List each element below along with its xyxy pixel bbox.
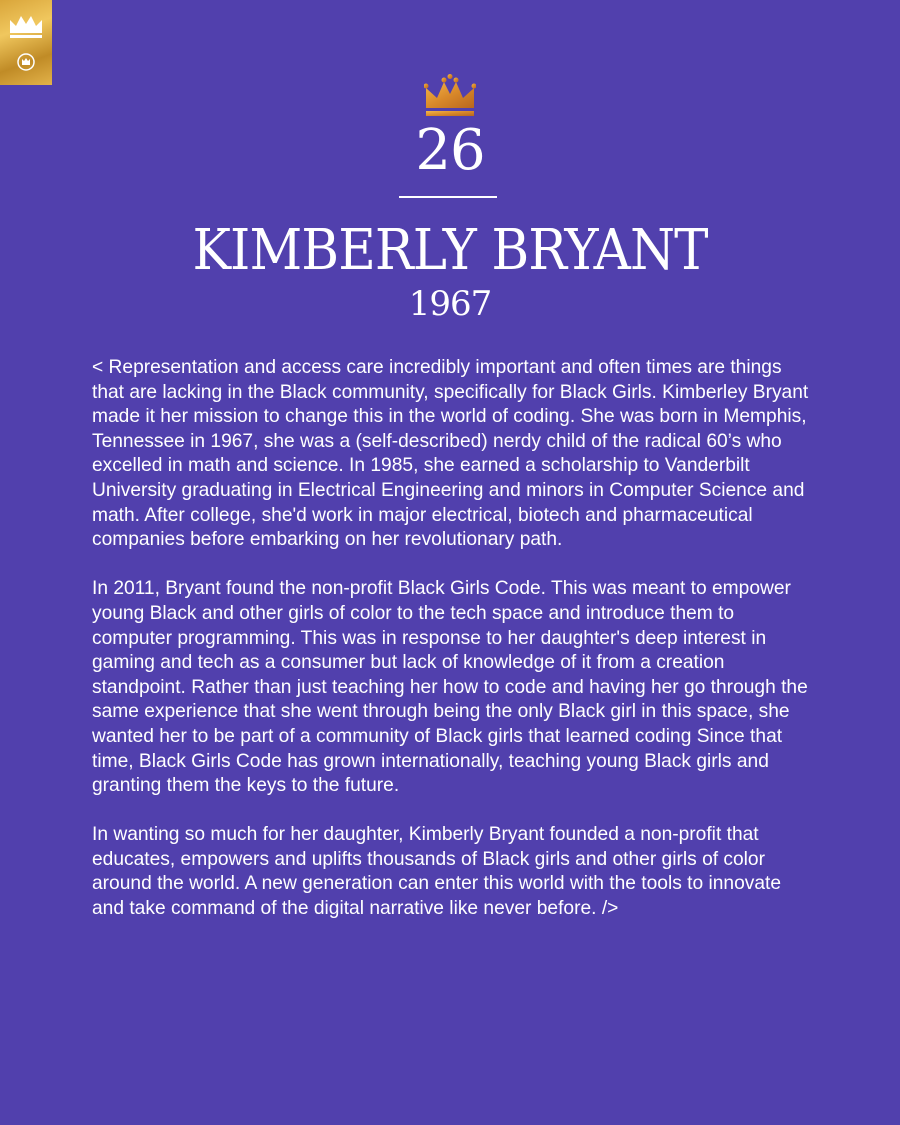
biography-text [92, 356, 812, 946]
bio-paragraph: In 2011, Bryant found the non-profit Black Girls Code. This was meant to empower young Black and other girls of color to the tech space and introduce them to computer programming. This was in response to her daughter's deep interest in gaming and tech as a consumer but lack of knowledge of it from a creation standpoint. Rather than just teaching her how to code and having her go through the same experience that she went through being the only Black girl in this space, she wanted her to be part of a community of Black girls that learned coding Since that time, Black Girls Code has grown internationally, teaching young Black girls and granting them the keys to the future. [92, 578, 808, 797]
bio-paragraph: < Representation and access care incredibly important and often times are things that are lacking in the Black community, specifically for Black Girls. Kimberley Bryant made it her mission to change this in the world of coding. She was born in Memphis, Tennessee in 1967, she was a (self-described) nerdy child of the radical 60’s who excelled in math and science. In 1985, she earned a scholarship to Vanderbilt University graduating in Electrical Engineering and minors in Computer Science and math. After college, she'd work in major electrical, biotech and pharmaceutical companies before embarking on her revolutionary path. [92, 357, 809, 551]
title-divider [399, 196, 497, 198]
crown-icon [10, 16, 42, 38]
entry-number: 26 [415, 118, 485, 183]
seal-icon [18, 54, 34, 70]
bio-paragraph: In wanting so much for her daughter, Kimberly Bryant founded a non-profit that educates, empowers and uplifts thousands of Black girls and other girls of color around the world. A new generation can enter this world with the tools to innovate and take command of the digital narrative like never before. /> [92, 824, 782, 920]
birth-year: 1967 [408, 284, 492, 324]
person-name: KIMBERLY BRYANT [192, 218, 708, 283]
crown-icon [424, 74, 476, 118]
corner-logo-badge [0, 0, 52, 85]
